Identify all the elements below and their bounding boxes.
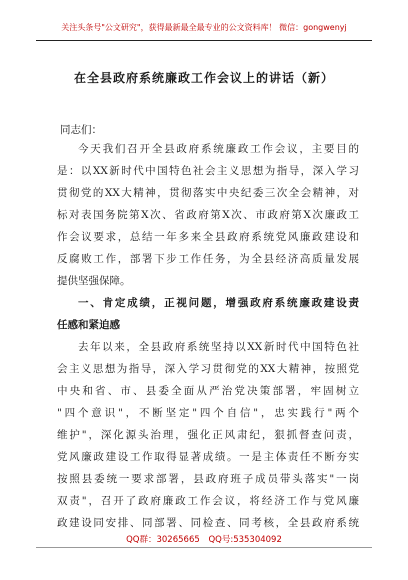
text-line: 双责"，召开了政府廉政工作会议，将经济工作与党风廉 — [57, 495, 359, 507]
salutation: 同志们： — [60, 124, 102, 136]
text-line: 提供坚强保障。 — [57, 275, 131, 287]
header-divider — [36, 40, 372, 41]
text-line: 会主义思想为指导，深入学习贯彻党的XX大精神，按照党 — [57, 363, 359, 375]
text-line: 去年以来，全县政府系统坚持以XX新时代中国特色社 — [78, 341, 359, 353]
heading-line: 一、肯定成绩，正视问题，增强政府系统廉政建设责 — [78, 297, 359, 309]
text-line: 中央和省、市、县委全面从严治党决策部署，牢固树立 — [57, 385, 359, 397]
paragraph-opening — [57, 138, 359, 292]
text-line: 维护"，深化源头治理，强化正风肃纪，狠抓督查问责， — [57, 429, 359, 441]
text-line: "四个意识"，不断坚定"四个自信"，忠实践行"两个 — [57, 407, 359, 419]
header-promo-note: 关注头条号"公文研究"，获得最新最全最专业的公文资料库！ 微信：gongwenyj — [61, 23, 347, 32]
text-line: 党风廉政建设工作取得显著成绩。一是主体责任不断夯实 — [57, 451, 359, 463]
footer-contact-note: QQ群：30265665 QQ号:535304092 — [126, 535, 282, 545]
document-title: 在全县政府系统廉政工作会议上的讲话（新） — [73, 71, 334, 85]
paragraph-achievements — [57, 336, 359, 534]
section-heading-1 — [57, 292, 359, 336]
text-line: 今天我们召开全县政府系统廉政工作会议，主要目的 — [78, 143, 359, 155]
footer-divider — [36, 547, 372, 548]
text-line: 贯彻党的XX大精神，贯彻落实中央纪委三次全会精神，对 — [57, 187, 359, 199]
text-line: 标对表国务院第X次、省政府第X次、市政府第X次廉政工 — [57, 209, 359, 221]
text-line: 按照县委统一要求部署，县政府班子成员带头落实"一岗 — [57, 473, 359, 485]
text-line: 是：以XX新时代中国特色社会主义思想为指导，深入学习 — [57, 165, 359, 177]
text-line: 作会议要求，总结一年多来全县政府系统党风廉政建设和 — [57, 231, 359, 243]
heading-line: 任感和紧迫感 — [57, 319, 120, 331]
text-line: 政建设同安排、同部署、同检查、同考核，全县政府系统 — [57, 517, 359, 529]
text-line: 反腐败工作，部署下步工作任务，为全县经济高质量发展 — [57, 253, 359, 265]
